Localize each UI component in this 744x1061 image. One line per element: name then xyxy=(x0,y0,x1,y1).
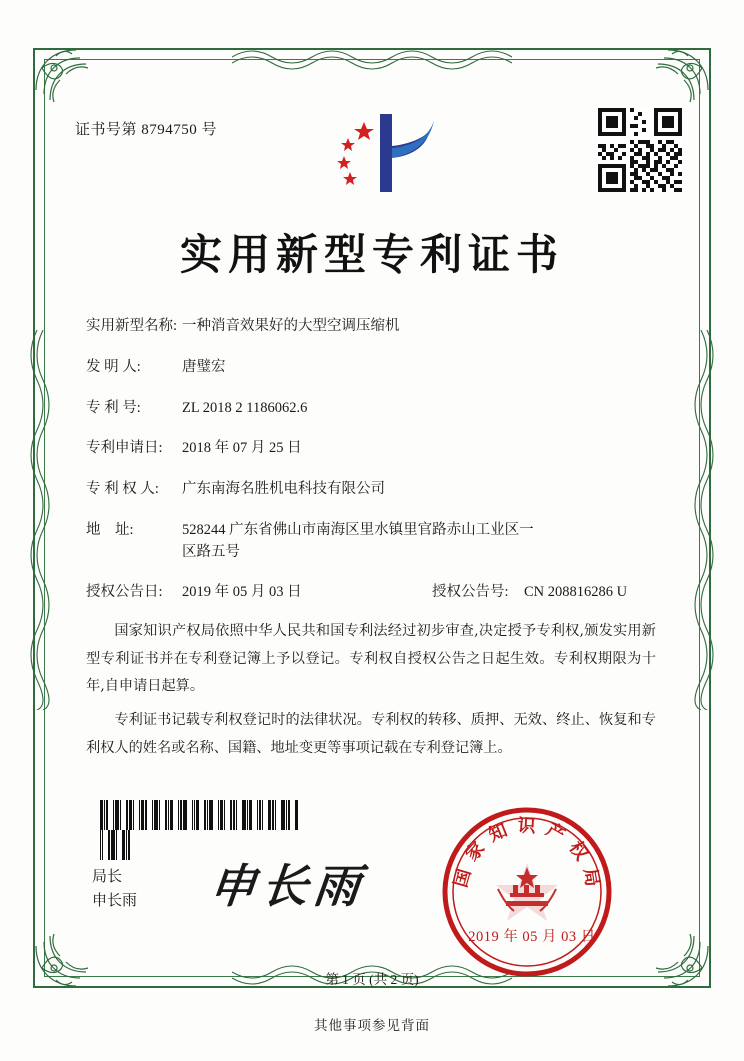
address-line-1: 528244 广东省佛山市南海区里水镇里官路赤山工业区一 xyxy=(182,521,534,538)
field-label-grant-number: 授权公告号: xyxy=(432,584,509,601)
seal-date: 2019 年 05 月 03 日 xyxy=(468,929,596,945)
field-row-patentee xyxy=(86,479,666,501)
director-title-label: 局长 xyxy=(92,869,123,885)
legal-paragraph-1: 国家知识产权局依照中华人民共和国专利法经过初步审查,决定授予专利权,颁发实用新型专利证书并在专利登记簿上予以登记。专利权自授权公告之日起生效。专利权期限为十年,自申请日起算。 xyxy=(86,623,656,695)
field-value-patent-number: ZL 2018 2 1186062.6 xyxy=(182,399,308,416)
page-title: 实用新型专利证书 xyxy=(179,230,564,279)
barcode xyxy=(100,800,300,830)
handwritten-signature: 申长雨 xyxy=(206,859,369,913)
field-label-patent-number: 专 利 号: xyxy=(86,399,141,416)
field-label-address: 地 址: xyxy=(86,521,134,538)
legal-paragraph-2: 专利证书记载专利权登记时的法律状况。专利权的转移、质押、无效、终止、恢复和专利权人的姓名或名称、国籍、地址变更等事项记载在专利登记簿上。 xyxy=(86,712,656,756)
signature-labels xyxy=(92,865,137,913)
field-value-name: 一种消音效果好的大型空调压缩机 xyxy=(182,318,400,334)
field-label-application-date: 专利申请日: xyxy=(86,440,163,457)
field-label-name: 实用新型名称: xyxy=(86,318,178,334)
director-name-label: 申长雨 xyxy=(92,893,138,909)
footer-note: 其他事项参见背面 xyxy=(314,1018,430,1033)
field-value-inventor: 唐璧宏 xyxy=(182,358,226,375)
field-label-patentee: 专 利 权 人: xyxy=(86,481,159,497)
field-value-application-date: 2018 年 07 月 25 日 xyxy=(182,440,302,457)
page-number: 第 1 页 (共 2 页) xyxy=(325,972,419,987)
patent-office-logo-icon xyxy=(318,108,438,198)
field-row-name xyxy=(86,316,666,338)
field-value-address xyxy=(182,520,666,564)
field-row-application-date xyxy=(86,438,666,460)
field-value-patentee: 广东南海名胜机电科技有限公司 xyxy=(182,481,385,497)
field-value-grant-date: 2019 年 05 月 03 日 xyxy=(182,584,302,601)
address-line-2: 区路五号 xyxy=(182,543,240,560)
field-value-grant-number: CN 208816286 U xyxy=(524,584,628,601)
svg-text:国家知识产权局: 国家知识产权局 xyxy=(450,815,605,897)
field-label-grant-date: 授权公告日: xyxy=(86,584,163,601)
qr-code-icon xyxy=(598,108,682,192)
field-row-patent-number xyxy=(86,398,666,420)
legal-body-text xyxy=(86,618,656,768)
field-list xyxy=(86,316,666,623)
field-row-grant xyxy=(86,582,666,604)
field-row-address xyxy=(86,520,666,564)
certificate-number: 证书号第 8794750 号 xyxy=(75,122,218,138)
field-label-inventor: 发 明 人: xyxy=(86,358,141,375)
field-row-inventor xyxy=(86,357,666,379)
official-seal xyxy=(440,805,615,980)
